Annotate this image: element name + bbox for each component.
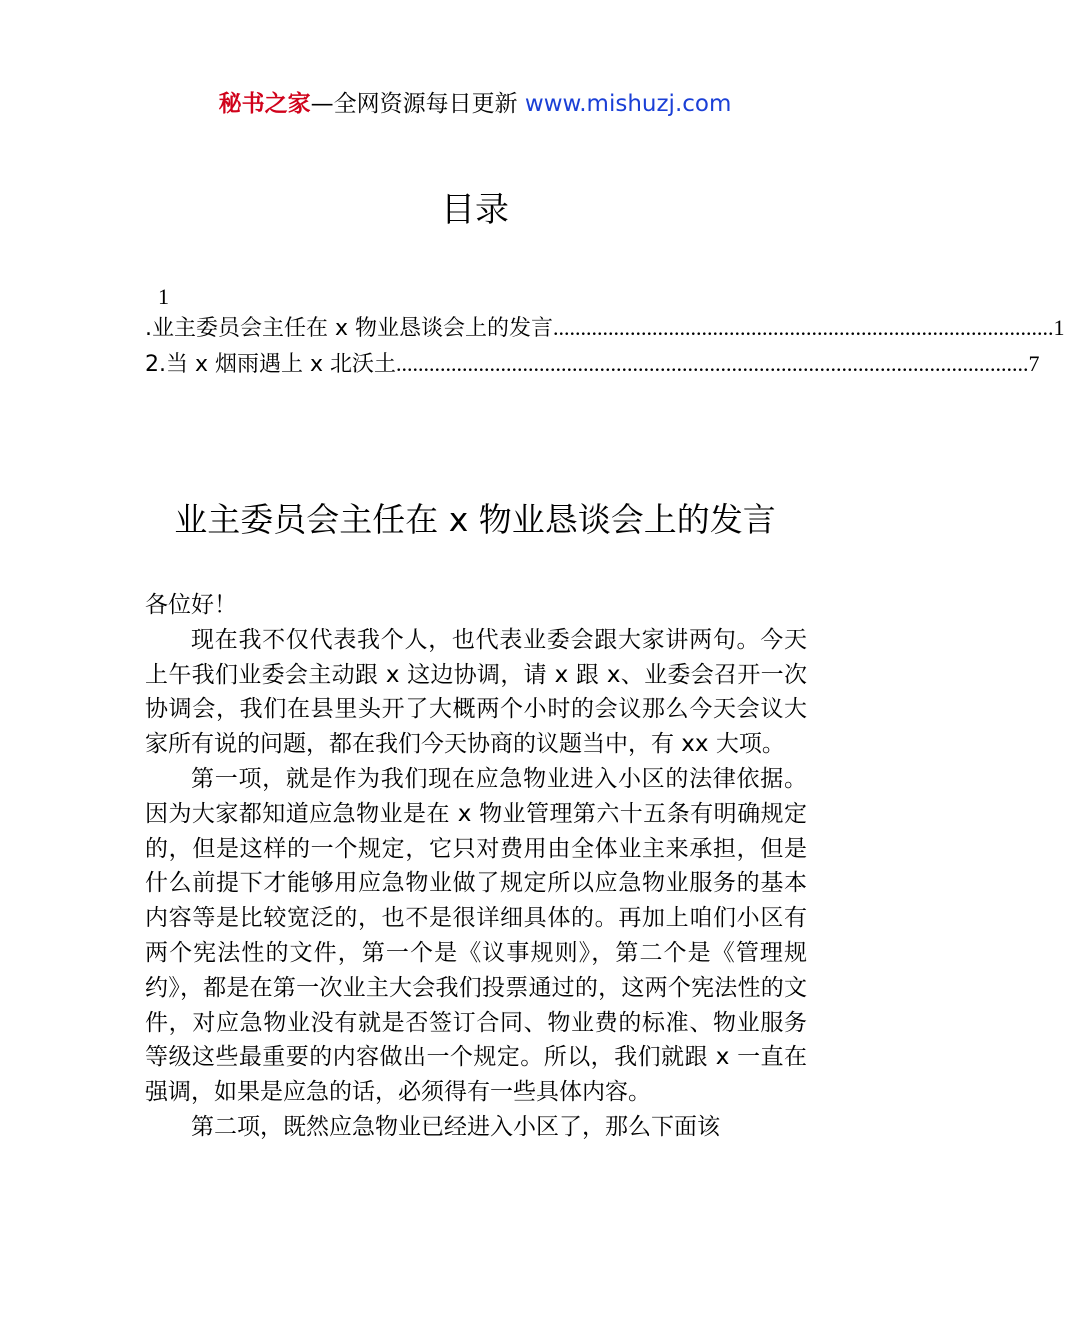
toc-entry-page: 7 [1028, 351, 1040, 376]
site-url-link[interactable]: www.mishuzj.com [524, 91, 732, 117]
toc-entry-label: .业主委员会主任在 x 物业恳谈会上的发言 [145, 316, 554, 341]
toc-entry-1[interactable] [145, 312, 1065, 345]
site-tagline: —全网资源每日更新 [310, 91, 525, 117]
document-title: 业主委员会主任在 x 物业恳谈会上的发言 [174, 500, 776, 539]
toc-entry-page: 1 [1053, 315, 1065, 340]
toc-entry-leader: ................................................................................................................... [396, 351, 1029, 376]
toc-title: 目录 [441, 190, 509, 230]
paragraph: 现在我不仅代表我个人，也代表业委会跟大家讲两句。今天上午我们业委会主动跟 x 这边协调，请 x 跟 x、业委会召开一次协调会，我们在县里头开了大概两个小时的会议那么今天会议大家所有说的问题，都在我们今天协商的议题当中，有 xx 大项。 [145, 626, 807, 758]
paragraph: 第二项，既然应急物业已经进入小区了，那么下面该 [191, 1113, 720, 1140]
greeting: 各位好！ [145, 592, 237, 618]
site-brand: 秘书之家 [218, 91, 311, 117]
toc-entry-leader: ........................................................................................... [553, 315, 1054, 340]
site-header [0, 88, 950, 120]
toc-entry-label: 2.当 x 烟雨遇上 x 北沃土 [145, 352, 397, 377]
toc-entry-2[interactable] [145, 348, 1040, 381]
document-body [145, 588, 807, 1145]
paragraph: 第一项，就是作为我们现在应急物业进入小区的法律依据。因为大家都知道应急物业是在 x 物业管理第六十五条有明确规定的，但是这样的一个规定，它只对费用由全体业主来承担，但是什么前提下才能够用应急物业做了规定所以应急物业服务的基本内容等是比较宽泛的，也不是很详细具体的。再加上咱们小区有两个宪法性的文件，第一个是《议事规则》，第二个是《管理规约》，都是在第一次业主大会我们投票通过的，这两个宪法性的文件，对应急物业没有就是否签订合同、物业费的标准、物业服务等级这些最重要的内容做出一个规定。所以，我们就跟 x 一直在强调，如果是应急的话，必须得有一些具体内容。 [145, 765, 807, 1106]
toc-number-line: 1 [158, 284, 169, 309]
